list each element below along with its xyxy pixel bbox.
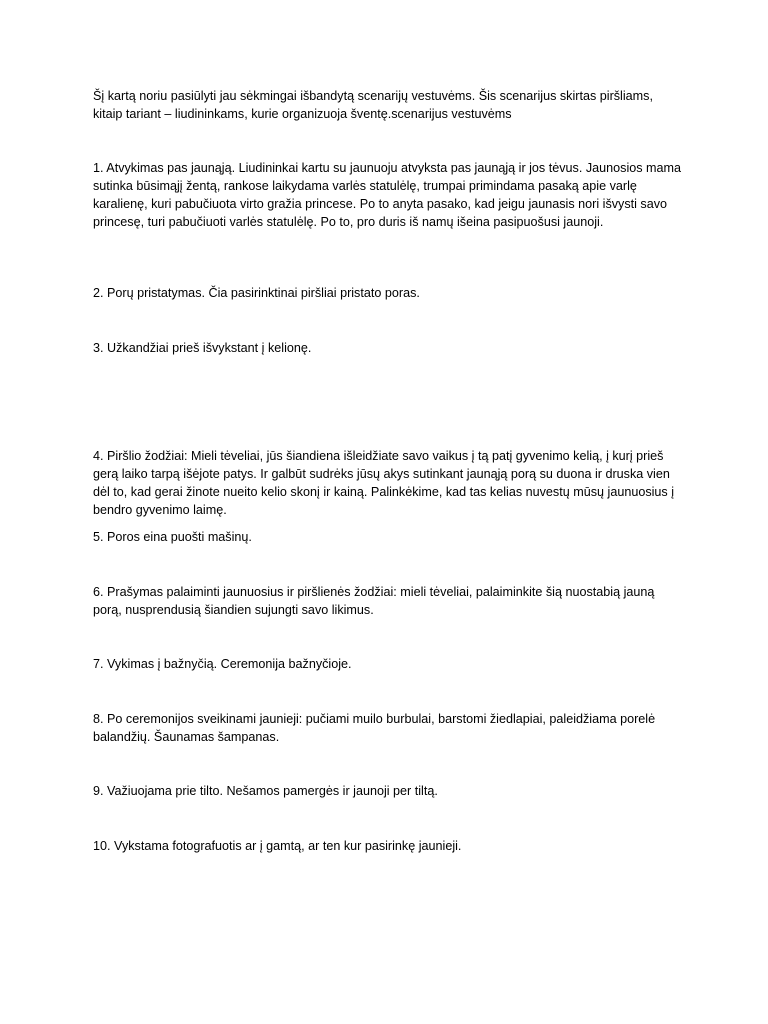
step-1-paragraph: 1. Atvykimas pas jaunąją. Liudininkai kartu su jaunuoju atvyksta pas jaunąją ir jos tėvus. Jaunosios mama sutinka būsimąjį žentą, rankose laikydama varlės statulėlę, trumpai primindama pasaką apie varlę karalienę, kuri pabučiuota virto gražia princese. Po to anyta pasako, kad jeigu jaunasis nori išvysti savo princesę, turi pabučiuoti varlės statulėlę. Po to, pro duris iš namų išeina pasipuošusi jaunoji.	[93, 161, 682, 229]
intro-paragraph: Šį kartą noriu pasiūlyti jau sėkmingai išbandytą scenarijų vestuvėms. Šis scenarijus skirtas piršliams, kitaip tariant – liudininkams, kurie organizuoja šventę.scenarijus vestuvėms	[93, 89, 653, 121]
step-8-paragraph: 8. Po ceremonijos sveikinami jaunieji: pučiami muilo burbulai, barstomi žiedlapiai, paleidžiama porelė balandžių. Šaunamas šampanas.	[93, 712, 656, 744]
step-4-paragraph: 4. Piršlio žodžiai: Mieli tėveliai, jūs šiandiena išleidžiate savo vaikus į tą patį gyvenimo kelią, į kurį prieš gerą laiko tarpą išėjote patys. Ir galbūt sudrėks jūsų akys sutinkant jaunąją porą su duona ir druska vien dėl to, kad gerai žinote nueito kelio skonį ir kainą. Palinkėkime, kad tas kelias nuvestų mūsų jaunuosius į bendro gyvenimo laimę.	[93, 449, 675, 517]
step-6-paragraph: 6. Prašymas palaiminti jaunuosius ir piršlienės žodžiai: mieli tėveliai, palaiminkite šią nuostabią jauną porą, nusprendusią šiandien sujungti savo likimus.	[93, 585, 655, 617]
step-2-paragraph: 2. Porų pristatymas. Čia pasirinktinai piršliai pristato poras.	[93, 286, 420, 300]
step-3-paragraph: 3. Užkandžiai prieš išvykstant į kelionę.	[93, 341, 312, 355]
step-7-paragraph: 7. Vykimas į bažnyčią. Ceremonija bažnyčioje.	[93, 657, 352, 671]
step-9-paragraph: 9. Važiuojama prie tilto. Nešamos pamergės ir jaunoji per tiltą.	[93, 784, 438, 798]
step-10-paragraph: 10. Vykstama fotografuotis ar į gamtą, ar ten kur pasirinkę jaunieji.	[93, 839, 462, 853]
step-5-paragraph: 5. Poros eina puošti mašinų.	[93, 530, 252, 544]
